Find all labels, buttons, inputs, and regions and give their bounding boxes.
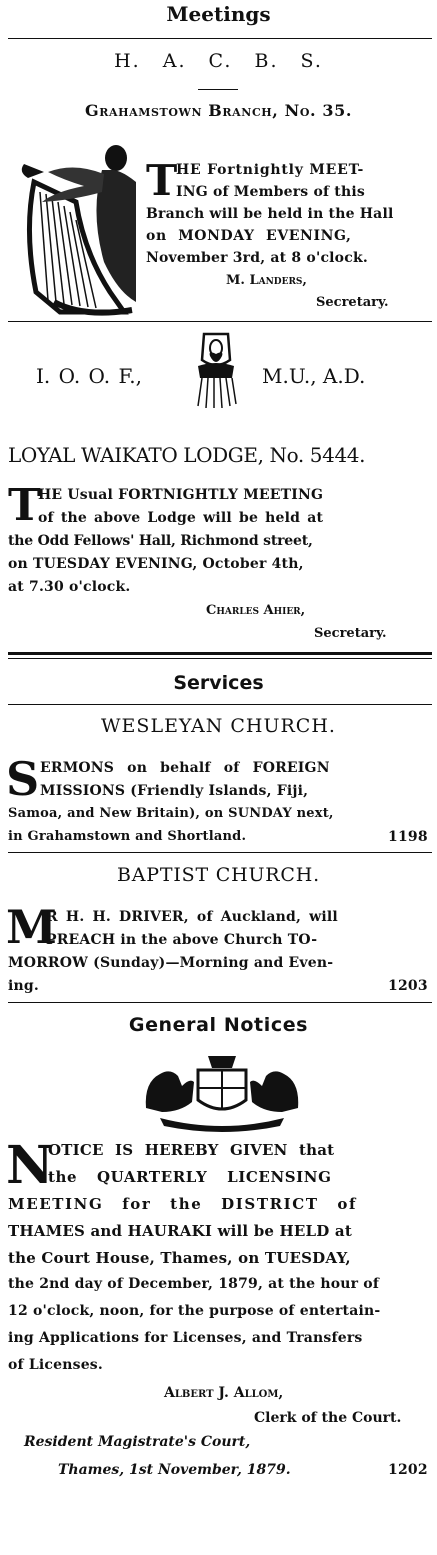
royal-coat-of-arms-icon	[140, 1052, 304, 1132]
ioof-line-3: the Odd Fellows' Hall, Richmond street,	[8, 533, 313, 549]
hacbs-line-2: ING of Members of this	[176, 184, 365, 200]
wesleyan-line-1: ERMONS on behalf of FOREIGN	[40, 760, 330, 776]
licensing-line-9: of Licenses.	[8, 1357, 103, 1373]
ioof-signatory: Charles Ahier,	[206, 603, 306, 618]
hacbs-line-4: on MONDAY EVENING,	[146, 228, 352, 244]
licensing-line-1: OTICE IS HEREBY GIVEN that	[48, 1141, 335, 1159]
baptist-line-3: MORROW (Sunday)—Morning and Even-	[8, 955, 334, 971]
licensing-signatory: Albert J. Allom,	[164, 1385, 284, 1401]
ioof-line-5: at 7.30 o'clock.	[8, 579, 131, 595]
hacbs-line-5: November 3rd, at 8 o'clock.	[146, 250, 368, 266]
hacbs-line-3: Branch will be held in the Hall	[146, 206, 394, 222]
drop-cap: N	[6, 1135, 54, 1196]
ad-number: 1202	[388, 1462, 428, 1478]
wesleyan-line-2: MISSIONS (Friendly Islands, Fiji,	[40, 783, 309, 799]
ioof-right: M.U., A.D.	[262, 364, 366, 388]
hand-heart-emblem-icon	[188, 330, 244, 410]
short-rule	[198, 89, 238, 90]
licensing-line-8: ing Applications for Licenses, and Transfers	[8, 1330, 363, 1346]
divider	[8, 1002, 432, 1003]
baptist-line-1: R H. H. DRIVER, of Auckland, will	[46, 909, 338, 925]
hacbs-title: H. A. C. B. S.	[114, 50, 323, 72]
licensing-role: Clerk of the Court.	[254, 1410, 402, 1426]
licensing-line-6: the 2nd day of December, 1879, at the hour of	[8, 1276, 380, 1292]
divider	[8, 38, 432, 39]
divider	[8, 852, 432, 853]
baptist-line-4: ing.	[8, 978, 39, 994]
baptist-title: BAPTIST CHURCH.	[117, 864, 320, 886]
ioof-line-1: HE Usual FORTNIGHTLY MEETING	[38, 487, 324, 503]
licensing-line-5: the Court House, Thames, on TUESDAY,	[8, 1249, 351, 1267]
notice-date: Thames, 1st November, 1879.	[58, 1462, 291, 1478]
ioof-left: I. O. O. F.,	[36, 364, 142, 388]
hacbs-line-1: HE Fortnightly MEET-	[176, 162, 365, 178]
ad-number: 1198	[388, 829, 428, 845]
ad-number: 1203	[388, 978, 428, 994]
drop-cap: T	[146, 156, 178, 205]
drop-cap: M	[6, 900, 57, 954]
hacbs-branch: Grahamstown Branch, No. 35.	[84, 101, 353, 120]
licensing-line-7: 12 o'clock, noon, for the purpose of entertain-	[8, 1303, 381, 1319]
licensing-line-4: THAMES and HAURAKI will be HELD at	[8, 1222, 352, 1240]
divider	[8, 658, 432, 659]
licensing-line-3: MEETING for the DISTRICT of	[8, 1195, 358, 1213]
ioof-role: Secretary.	[314, 626, 387, 641]
wesleyan-line-3: Samoa, and New Britain), on SUNDAY next,	[8, 806, 334, 821]
section-heading-general-notices: General Notices	[128, 1014, 309, 1036]
hacbs-signatory: M. Landers,	[226, 273, 307, 288]
wesleyan-title: WESLEYAN CHURCH.	[101, 715, 336, 737]
section-heading-meetings: Meetings	[166, 2, 271, 26]
harp-maiden-emblem-icon	[14, 142, 138, 316]
divider	[8, 321, 432, 322]
divider	[8, 704, 432, 705]
double-divider	[8, 652, 432, 655]
baptist-line-2: PREACH in the above Church TO-	[46, 932, 318, 948]
drop-cap: T	[8, 480, 41, 531]
drop-cap: S	[6, 752, 40, 806]
wesleyan-line-4: in Grahamstown and Shortland.	[8, 829, 247, 844]
ioof-line-2: of the above Lodge will be held at	[38, 510, 324, 526]
licensing-line-2: the QUARTERLY LICENSING	[48, 1168, 332, 1186]
hacbs-role: Secretary.	[316, 295, 389, 310]
ioof-lodge: LOYAL WAIKATO LODGE, No. 5444.	[8, 443, 366, 467]
section-heading-services: Services	[173, 672, 264, 694]
court-name: Resident Magistrate's Court,	[24, 1434, 251, 1450]
ioof-line-4: on TUESDAY EVENING, October 4th,	[8, 556, 304, 572]
